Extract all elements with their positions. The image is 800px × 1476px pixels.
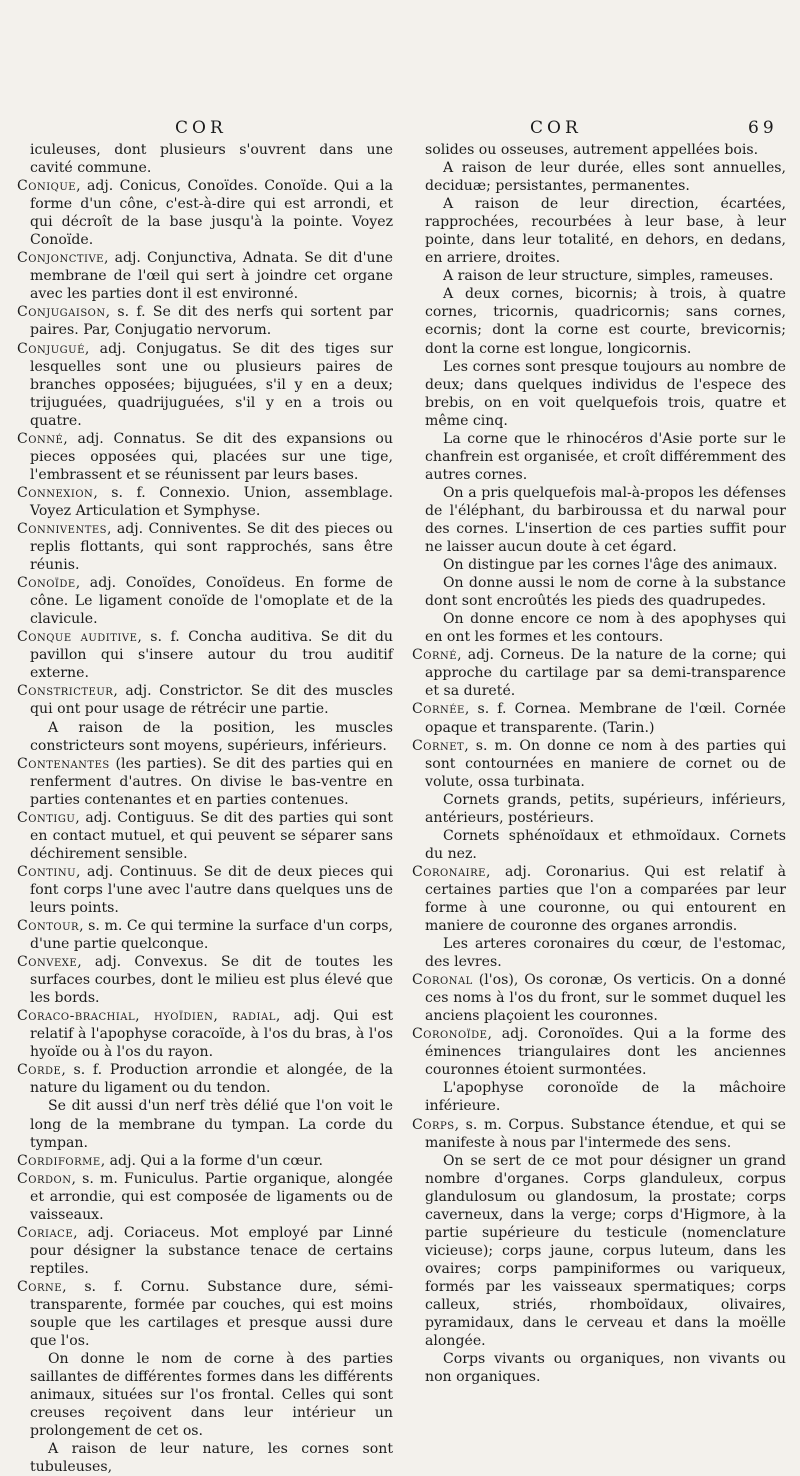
entry-headword: Conjugaison bbox=[17, 304, 106, 321]
entry-definition: , adj. Coronoïdes. Qui a la forme des éminences triangulaires dont les anciennes couronnes étoient surmontées. bbox=[425, 1026, 786, 1079]
paragraph: Cornets grands, petits, supérieurs, inférieurs, antérieurs, postérieurs. bbox=[425, 791, 786, 826]
entry-headword: Conné bbox=[17, 430, 64, 447]
dictionary-entry bbox=[17, 303, 393, 339]
entry-definition: , adj. Corneus. De la nature de la corne; qui approche du cartilage par sa demi-transparence et sa dureté. bbox=[425, 647, 786, 700]
paragraph: L'apophyse coronoïde de la mâchoire inférieure. bbox=[425, 1080, 786, 1115]
dictionary-entry bbox=[412, 737, 786, 791]
paragraph: On donne le nom de corne à des parties saillantes de différentes formes dans les différents animaux, situées sur l'os frontal. Celles qui sont creuses reçoivent dans leur intérieur un prolongement de cet os. bbox=[30, 1351, 393, 1440]
dictionary-entry bbox=[17, 628, 393, 682]
continued-text: solides ou osseuses, autrement appellées bois. bbox=[425, 142, 759, 158]
entry-definition: , adj. Conoïdes, Conoïdeus. En forme de cône. Le ligament conoïde de l'omoplate et de la clavicule. bbox=[30, 575, 393, 628]
paragraph: La corne que le rhinocéros d'Asie porte sur le chanfrein est organisée, et croît différemment des autres cornes. bbox=[425, 430, 786, 483]
entry-definition: , s. f. Cornu. Substance dure, sémi-transparente, formée par couches, qui est moins souple que les cartilages et presque aussi dure que l'os. bbox=[30, 1278, 393, 1350]
entry-headword: Conique bbox=[17, 178, 77, 195]
dictionary-entry bbox=[17, 520, 393, 574]
entry-definition: , s. f. Cornea. Membrane de l'œil. Cornée opaque et transparente. (Tarin.) bbox=[425, 701, 786, 736]
dictionary-entry bbox=[17, 809, 393, 863]
entry-definition: , adj. Constrictor. Se dit des muscles qui ont pour usage de rétrécir une partie. bbox=[30, 683, 393, 718]
entry-definition: (l'os), Os coronæ, Os verticis. On a donné ces noms à l'os du front, sur le sommet duquel les anciens plaçoient les couronnes. bbox=[425, 972, 786, 1025]
dictionary-entry bbox=[17, 1170, 393, 1224]
dictionary-entry bbox=[17, 917, 393, 953]
dictionary-entry bbox=[17, 177, 393, 249]
dictionary-entry bbox=[412, 700, 786, 736]
paragraph: On se sert de ce mot pour désigner un grand nombre d'organes. Corps glanduleux, corpus glandulosum ou glandosum, la prostate; corps caverneux, dans la verge; corps d'Higmore, à la partie supérieure du testicule (nomenclature vicieuse); corps jaune, corpus luteum, dans les ovaires; corps pampiniformes ou variqueux, formés par les vaisseaux spermatiques; corps calleux, striés, rhomboïdaux, olivaires, pyramidaux, dans le cerveau et dans la moëlle alongée. bbox=[425, 1152, 786, 1350]
entry-headword: Continu bbox=[17, 863, 77, 880]
dictionary-entry bbox=[17, 430, 393, 484]
entry-definition: , s. f. Production arrondie et alongée, de la nature du ligament ou du tendon. bbox=[30, 1062, 393, 1097]
entry-definition: , adj. Conicus, Conoïdes. Conoïde. Qui a la forme d'un cône, c'est-à-dire qui est arrondi, et qui décroît de la base jusqu'à la pointe. Voyez Conoïde. bbox=[30, 178, 393, 249]
entry-headword: Convexe bbox=[17, 954, 78, 971]
paragraph: On a pris quelquefois mal-à-propos les défenses de l'éléphant, du barbiroussa et du narwal pour des cornes. L'insertion de ces parties suffit pour ne laisser aucun doute à cet égard. bbox=[425, 484, 786, 556]
dictionary-entry bbox=[17, 249, 393, 303]
paragraph: A deux cornes, bicornis; à trois, à quatre cornes, tricornis, quadricornis; sans cornes, ecornis; dont la corne est courte, brevicornis; dont la corne est longue, longicornis. bbox=[425, 286, 786, 357]
paragraph: Les cornes sont presque toujours au nombre de deux; dans quelques individus de l'espece des brebis, on en voit quelquefois trois, quatre et même cinq. bbox=[425, 358, 786, 429]
entry-definition: , s. m. Corpus. Substance étendue, et qui se manifeste à nous par l'intermede des sens. bbox=[425, 1116, 786, 1151]
entry-headword: Conoïde bbox=[17, 575, 76, 592]
continued-text: iculeuses, dont plusieurs s'ouvrent dans une cavité commune. bbox=[30, 142, 393, 177]
page-header bbox=[0, 118, 800, 142]
dictionary-entry bbox=[17, 755, 393, 809]
running-head-left: COR bbox=[175, 118, 227, 138]
entry-headword: Coronoïde bbox=[412, 1026, 488, 1043]
dictionary-entry bbox=[412, 646, 786, 700]
entry-headword: Conjugué bbox=[17, 340, 85, 357]
paragraph: Corps vivants ou organiques, non vivants ou non organiques. bbox=[425, 1351, 786, 1386]
entry-definition: , adj. Continuus. Se dit de deux pieces qui font corps l'une avec l'autre dans quelques uns de leurs points. bbox=[30, 863, 393, 916]
paragraph: A raison de leur durée, elles sont annuelles, deciduæ; persistantes, permanentes. bbox=[425, 160, 786, 195]
entry-definition: , s. m. Ce qui termine la surface d'un corps, d'une partie quelconque. bbox=[30, 918, 393, 953]
dictionary-entry bbox=[17, 953, 393, 1007]
dictionary-entry bbox=[17, 1224, 393, 1278]
entry-headword: Connexion bbox=[17, 484, 94, 501]
entry-definition: , adj. Conjugatus. Se dit des tiges sur lesquelles sont une ou plusieurs paires de branches opposées; bijuguées, s'il y en a deux; trijuguées, quadrijuguées, s'il y en a trois ou quatre. bbox=[30, 340, 393, 429]
entry-headword: Coronaire bbox=[412, 863, 486, 880]
entry-headword: Contenantes bbox=[17, 755, 110, 772]
paragraph: A raison de la position, les muscles constricteurs sont moyens, supérieurs, inférieurs. bbox=[30, 719, 393, 754]
entry-headword: Cordon bbox=[17, 1170, 72, 1187]
entry-definition: , adj. Coronarius. Qui est relatif à certaines parties que l'on a comparées par leur forme à une couronne, ou qui entourent en maniere de couronne des organes arrondis. bbox=[425, 863, 786, 935]
paragraph: Se dit aussi d'un nerf très délié que l'on voit le long de la membrane du tympan. La corde du tympan. bbox=[30, 1098, 393, 1151]
entry-definition: (les parties). Se dit des parties qui en renferment d'autres. On divise le bas-ventre en parties contenantes et en parties contenues. bbox=[30, 755, 393, 808]
entry-headword: Coronal bbox=[412, 972, 473, 989]
dictionary-entry bbox=[412, 863, 786, 935]
entry-definition: , s. m. Funiculus. Partie organique, alongée et arrondie, qui est composée de ligaments ou de vaisseaux. bbox=[30, 1170, 393, 1223]
paragraph: Les arteres coronaires du cœur, de l'estomac, des levres. bbox=[425, 936, 786, 971]
dictionary-entry bbox=[17, 1278, 393, 1350]
running-head-right: COR bbox=[530, 118, 582, 138]
dictionary-entry bbox=[17, 484, 393, 520]
entry-definition: , adj. Coriaceus. Mot employé par Linné pour désigner la substance tenace de certains reptiles. bbox=[30, 1224, 393, 1277]
paragraph: A raison de leur nature, les cornes sont tubuleuses, bbox=[30, 1441, 393, 1476]
entry-headword: Conniventes bbox=[17, 520, 108, 537]
entry-definition: , adj. Qui a la forme d'un cœur. bbox=[100, 1152, 324, 1169]
entry-definition: , s. m. On donne ce nom à des parties qui sont contournées en maniere de cornet ou de volute, ossa turbinata. bbox=[425, 737, 786, 790]
dictionary-entry bbox=[17, 1152, 393, 1170]
entry-definition: , adj. Convexus. Se dit de toutes les surfaces courbes, dont le milieu est plus élevé que les bords. bbox=[30, 954, 393, 1007]
entry-headword: Cordiforme bbox=[17, 1152, 101, 1169]
right-column bbox=[412, 141, 786, 1386]
entry-headword: Conjonctive bbox=[17, 250, 104, 267]
dictionary-entry bbox=[412, 1116, 786, 1152]
entry-definition: , adj. Conjunctiva, Adnata. Se dit d'une membrane de l'œil qui sert à joindre cet organe avec les parties dont il est environné. bbox=[30, 250, 393, 303]
entry-definition: , s. f. Se dit des nerfs qui sortent par paires. Par, Conjugatio nervorum. bbox=[30, 304, 393, 339]
entry-definition: , adj. Qui est relatif à l'apophyse coracoïde, à l'os du bras, à l'os hyoïde ou à l'os du rayon. bbox=[30, 1008, 393, 1061]
entry-headword: Contour bbox=[17, 918, 80, 935]
entry-headword: Constricteur bbox=[17, 683, 114, 700]
paragraph: On distingue par les cornes l'âge des animaux. bbox=[443, 557, 778, 574]
entry-headword: Conque auditive bbox=[17, 629, 138, 646]
entry-definition: , adj. Contiguus. Se dit des parties qui sont en contact mutuel, et qui peuvent se séparer sans déchirement sensible. bbox=[30, 809, 393, 862]
dictionary-entry bbox=[17, 1007, 393, 1061]
entry-headword: Corné bbox=[412, 647, 458, 664]
paragraph: A raison de leur direction, écartées, rapprochées, recourbées à leur base, à leur pointe, dans leur totalité, en dehors, en dedans, en arriere, droites. bbox=[425, 196, 786, 267]
entry-definition: , s. f. Concha auditiva. Se dit du pavillon qui s'insere autour du trou auditif externe. bbox=[30, 629, 393, 682]
entry-definition: , s. f. Connexio. Union, assemblage. Voyez Articulation et Symphyse. bbox=[30, 484, 393, 519]
entry-definition: , adj. Connatus. Se dit des expansions ou pieces opposées qui, placées sur une tige, l'embrassent et se réunissent par leurs bases. bbox=[30, 430, 393, 483]
dictionary-entry bbox=[412, 971, 786, 1025]
paragraph: Cornets sphénoïdaux et ethmoïdaux. Cornets du nez. bbox=[425, 827, 786, 862]
paragraph: A raison de leur structure, simples, rameuses. bbox=[443, 268, 774, 285]
entry-headword: Coriace bbox=[17, 1224, 74, 1241]
entry-headword: Corde bbox=[17, 1062, 62, 1079]
entry-headword: Coraco-brachial, hyoïdien, radial bbox=[17, 1008, 276, 1025]
paragraph: On donne encore ce nom à des apophyses qui en ont les formes et les contours. bbox=[425, 611, 786, 646]
dictionary-entry bbox=[17, 682, 393, 718]
dictionary-entry bbox=[17, 1061, 393, 1097]
dictionary-entry bbox=[412, 1025, 786, 1079]
entry-headword: Cornet bbox=[412, 737, 465, 754]
entry-headword: Corne bbox=[17, 1278, 63, 1295]
entry-definition: , adj. Conniventes. Se dit des pieces ou replis flottants, qui sont rapprochés, sans être réunis. bbox=[30, 520, 393, 574]
page-number: 69 bbox=[748, 118, 778, 138]
dictionary-entry bbox=[17, 574, 393, 628]
left-column bbox=[17, 141, 393, 1476]
entry-headword: Contigu bbox=[17, 809, 76, 826]
entry-headword: Corps bbox=[412, 1116, 455, 1133]
dictionary-entry bbox=[17, 863, 393, 917]
dictionary-entry bbox=[17, 340, 393, 430]
entry-headword: Cornée bbox=[412, 701, 465, 718]
paragraph: On donne aussi le nom de corne à la substance dont sont encroûtés les pieds des quadrupedes. bbox=[425, 575, 786, 610]
